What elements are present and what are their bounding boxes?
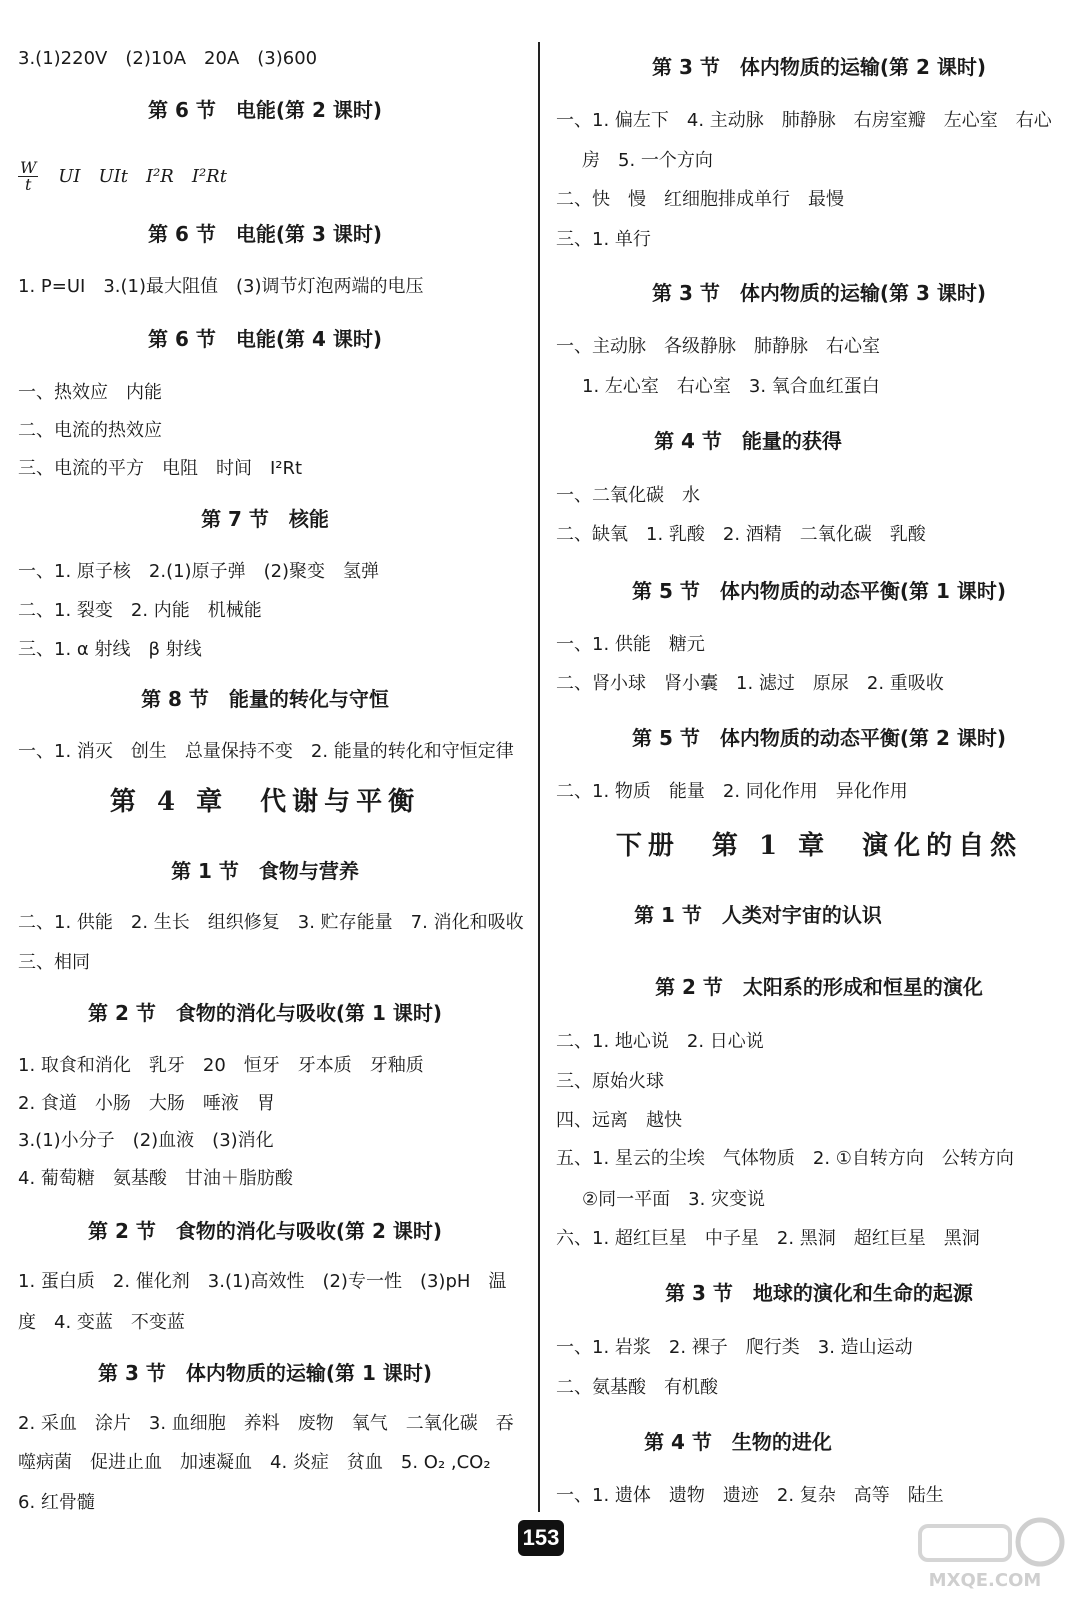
answer-line: 二、1. 裂变 2. 内能 机械能	[18, 600, 262, 621]
chapter-heading: 第 4 章 代谢与平衡	[109, 787, 421, 817]
section-heading: 第 2 节 食物的消化与吸收(第 2 课时)	[88, 1219, 442, 1243]
answer-line: 二、电流的热效应	[18, 420, 162, 441]
answer-line: 三、1. α 射线 β 射线	[18, 639, 202, 660]
answer-line: 一、1. 岩浆 2. 裸子 爬行类 3. 造山运动	[556, 1337, 913, 1358]
answer-line: 二、氨基酸 有机酸	[556, 1377, 718, 1398]
answer-line: 三、原始火球	[556, 1071, 664, 1092]
section-heading: 第 3 节 体内物质的运输(第 1 课时)	[98, 1361, 432, 1385]
section-heading: 第 6 节 电能(第 4 课时)	[148, 327, 382, 351]
answer-line: 3.(1)小分子 (2)血液 (3)消化	[18, 1130, 274, 1151]
watermark-logo	[900, 1512, 1070, 1592]
answer-line: 度 4. 变蓝 不变蓝	[18, 1312, 185, 1333]
answer-line: 三、1. 单行	[556, 229, 651, 250]
section-heading: 第 8 节 能量的转化与守恒	[141, 687, 389, 711]
answer-line: 四、远离 越快	[556, 1110, 682, 1131]
answer-line: 1. P=UI 3.(1)最大阻值 (3)调节灯泡两端的电压	[18, 276, 424, 297]
section-heading: 第 2 节 食物的消化与吸收(第 1 课时)	[88, 1001, 442, 1025]
answer-line: 一、1. 供能 糖元	[556, 634, 705, 655]
answer-line: 6. 红骨髓	[18, 1492, 95, 1513]
chapter-heading: 下册 第 1 章 演化的自然	[615, 831, 1023, 861]
answer-line: 一、主动脉 各级静脉 肺静脉 右心室	[556, 336, 880, 357]
section-heading: 第 3 节 体内物质的运输(第 3 课时)	[652, 281, 986, 305]
section-heading: 第 5 节 体内物质的动态平衡(第 1 课时)	[632, 579, 1006, 603]
answer-line: 三、电流的平方 电阻 时间 I²Rt	[18, 458, 303, 479]
section-heading: 第 6 节 电能(第 2 课时)	[148, 98, 382, 122]
section-heading: 第 7 节 核能	[201, 507, 329, 531]
formula-line: $\frac{W}{t}$ UI UIt I²R I²Rt	[20, 158, 227, 194]
answer-line: 房 5. 一个方向	[582, 150, 713, 171]
answer-line: ②同一平面 3. 灾变说	[582, 1189, 766, 1210]
answer-line: 二、1. 供能 2. 生长 组织修复 3. 贮存能量 7. 消化和吸收	[18, 912, 524, 933]
page-number: 153	[518, 1520, 564, 1556]
answer-line: 三、相同	[18, 952, 90, 973]
answer-line: 一、1. 消灭 创生 总量保持不变 2. 能量的转化和守恒定律	[18, 741, 514, 762]
answer-line: 1. 蛋白质 2. 催化剂 3.(1)高效性 (2)专一性 (3)pH 温	[18, 1271, 507, 1292]
answer-line: 2. 食道 小肠 大肠 唾液 胃	[18, 1093, 275, 1114]
answer-line: 一、1. 遗体 遗物 遗迹 2. 复杂 高等 陆生	[556, 1485, 944, 1506]
column-divider	[538, 42, 540, 1512]
answer-line: 1. 左心室 右心室 3. 氧合血红蛋白	[582, 376, 880, 397]
section-heading: 第 1 节 食物与营养	[171, 859, 359, 883]
answer-line: 一、1. 偏左下 4. 主动脉 肺静脉 右房室瓣 左心室 右心	[556, 110, 1052, 131]
answer-line: 二、缺氧 1. 乳酸 2. 酒精 二氧化碳 乳酸	[556, 524, 926, 545]
answer-line: 一、热效应 内能	[18, 382, 162, 403]
answer-line: 2. 采血 涂片 3. 血细胞 养料 废物 氧气 二氧化碳 吞	[18, 1413, 514, 1434]
section-heading: 第 3 节 体内物质的运输(第 2 课时)	[652, 55, 986, 79]
answer-line: 二、1. 物质 能量 2. 同化作用 异化作用	[556, 781, 908, 802]
answer-line: 1. 取食和消化 乳牙 20 恒牙 牙本质 牙釉质	[18, 1055, 424, 1076]
answer-line: 3.(1)220V (2)10A 20A (3)600	[18, 48, 318, 69]
svg-text:MXQE.COM: MXQE.COM	[928, 1570, 1042, 1591]
answer-line: 噬病菌 促进止血 加速凝血 4. 炎症 贫血 5. O₂ ,CO₂	[18, 1452, 491, 1473]
fraction: $\frac{W}{t}$	[20, 158, 37, 194]
answer-line: 六、1. 超红巨星 中子星 2. 黑洞 超红巨星 黑洞	[556, 1228, 980, 1249]
section-heading: 第 1 节 人类对宇宙的认识	[634, 903, 882, 927]
section-heading: 第 6 节 电能(第 3 课时)	[148, 222, 382, 246]
section-heading: 第 4 节 生物的进化	[644, 1430, 832, 1454]
section-heading: 第 2 节 太阳系的形成和恒星的演化	[655, 975, 983, 999]
section-heading: 第 3 节 地球的演化和生命的起源	[665, 1281, 973, 1305]
answer-line: 五、1. 星云的尘埃 气体物质 2. ①自转方向 公转方向	[556, 1148, 1014, 1169]
section-heading: 第 5 节 体内物质的动态平衡(第 2 课时)	[632, 726, 1006, 750]
section-heading: 第 4 节 能量的获得	[654, 429, 842, 453]
answer-line: 4. 葡萄糖 氨基酸 甘油＋脂肪酸	[18, 1168, 293, 1189]
answer-line: 一、1. 原子核 2.(1)原子弹 (2)聚变 氢弹	[18, 561, 380, 582]
answer-line: 一、二氧化碳 水	[556, 485, 700, 506]
answer-line: 二、快 慢 红细胞排成单行 最慢	[556, 189, 844, 210]
answer-line: 二、1. 地心说 2. 日心说	[556, 1031, 764, 1052]
answer-line: 二、肾小球 肾小囊 1. 滤过 原尿 2. 重吸收	[556, 673, 944, 694]
